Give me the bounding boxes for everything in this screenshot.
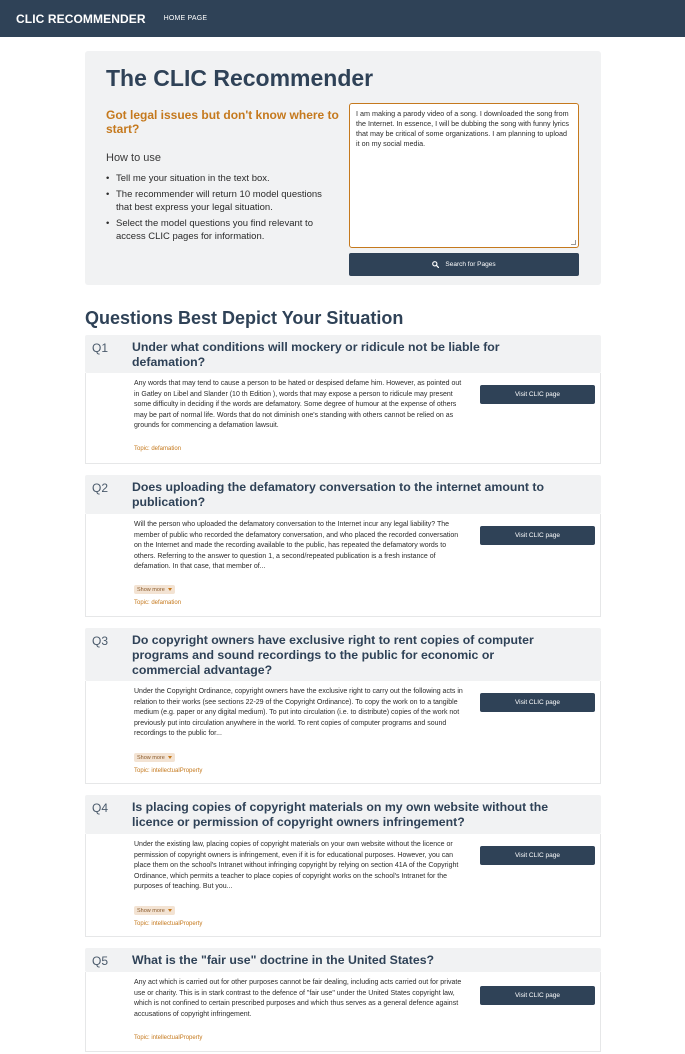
visit-clic-page-button[interactable]: Visit CLIC page: [480, 693, 595, 712]
question-number: Q4: [92, 801, 109, 815]
answer-card: [85, 834, 601, 937]
search-pages-label: Search for Pages: [445, 261, 496, 268]
search-icon: [432, 261, 439, 268]
resize-handle[interactable]: [571, 240, 576, 245]
situation-textarea[interactable]: [349, 103, 579, 248]
how-to-use-heading: How to use: [106, 152, 162, 164]
question-number: Q3: [92, 634, 109, 648]
question-number: Q1: [92, 341, 109, 355]
answer-card: [85, 514, 601, 617]
caret-down-icon: [168, 756, 172, 759]
show-more-toggle[interactable]: [134, 906, 175, 915]
how-to-use-step: • Select the model questions you find relevant to access CLIC pages for information.: [106, 217, 331, 243]
question-number: Q2: [92, 481, 109, 495]
visit-clic-page-button[interactable]: Visit CLIC page: [480, 526, 595, 545]
topic-label: Topic: intellectualProperty: [134, 1035, 203, 1041]
topic-label: Topic: intellectualProperty: [134, 921, 203, 927]
topic-label: Topic: intellectualProperty: [134, 768, 203, 774]
show-more-label: Show more: [137, 907, 165, 914]
question-title: Under what conditions will mockery or ridicule not be liable for defamation?: [132, 340, 500, 369]
results-heading: Questions Best Depict Your Situation: [85, 308, 404, 328]
answer-text: Will the person who uploaded the defamatory conversation to the Internet incur any legal liability? The member of public who recorded the defamatory conversation, and who placed the recorded conversation on the Internet and made the recording available to the public, has repeated the defamatory words to others. Referring to the answer to question 1, a second/repeated publication is a fresh instance of defamation. In that case, that member of...: [134, 521, 459, 570]
question-header[interactable]: [85, 628, 601, 681]
topic-label: Topic: defamation: [134, 600, 182, 606]
question-header[interactable]: [85, 475, 601, 514]
top-navbar: [0, 0, 685, 37]
show-more-label: Show more: [137, 754, 165, 761]
question-title: Is placing copies of copyright materials on my own website without the licence or permission of copyright owners infringement?: [132, 800, 549, 829]
show-more-toggle[interactable]: [134, 585, 175, 594]
topic-label: Topic: defamation: [134, 446, 182, 452]
situation-text: I am making a parody video of a song. I downloaded the song from the Internet. In essence, I will be dubbing the song with funny lyrics that may be critical of some organizations. I am planning to upload it on my social media.: [356, 109, 569, 148]
hero-subtitle: Got legal issues but don't know where to start?: [106, 108, 339, 136]
recommender-panel: [85, 51, 601, 285]
brand-logo[interactable]: CLIC RECOMMENDER: [16, 11, 146, 26]
answer-text: Any act which is carried out for other purposes cannot be fair dealing, including acts carried out for private use or charity. This is in stark contrast to the defence of "fair use" under the United States copyright law, which is not confined to certain prescribed purposes and which thus serves as a general defence against accusations of copyright infringement.: [134, 979, 462, 1018]
caret-down-icon: [168, 588, 172, 591]
how-to-use-step: • The recommender will return 10 model questions that best express your legal situation.: [106, 188, 331, 214]
answer-card: [85, 972, 601, 1052]
answer-card: [85, 681, 601, 784]
how-to-use-step: • Tell me your situation in the text box.: [106, 172, 331, 185]
show-more-toggle[interactable]: [134, 753, 175, 762]
visit-clic-page-button[interactable]: Visit CLIC page: [480, 846, 595, 865]
nav-home-link[interactable]: HOME PAGE: [163, 15, 208, 22]
question-title: Does uploading the defamatory conversation to the internet amount to publication?: [132, 480, 544, 509]
visit-clic-page-button[interactable]: Visit CLIC page: [480, 385, 595, 404]
question-header[interactable]: [85, 335, 601, 373]
question-header[interactable]: [85, 948, 601, 972]
caret-down-icon: [168, 909, 172, 912]
answer-text: Under the Copyright Ordinance, copyright owners have the exclusive right to carry out the following acts in relation to their works (see sections 22-29 of the Copyright Ordinance). To copy the work on to a tangible medium (e.g. paper or any digital medium). To put into circulation (i.e. to distribute) copies of the work not previously put into circulation anywhere in the world. To rent copies of computer programs and sound recordings to the public for...: [134, 688, 463, 737]
visit-clic-page-button[interactable]: Visit CLIC page: [480, 986, 595, 1005]
search-pages-button[interactable]: [349, 253, 579, 276]
how-to-use-list: [106, 172, 331, 246]
show-more-label: Show more: [137, 586, 165, 593]
answer-card: [85, 373, 601, 464]
question-header[interactable]: [85, 795, 601, 834]
answer-text: Under the existing law, placing copies of copyright materials on your own website without the licence or permission of copyright owners is infringement, even if it is for educational purposes. However, you can place them on the school's Intranet without infringing copyright by relying on section 41A of the Copyright Ordinance, which permits a teacher to place copies of copyright works on the school's Intranet for the purposes of teaching. But you...: [134, 841, 459, 890]
answer-text: Any words that may tend to cause a person to be hated or despised defame him. However, as pointed out in Gatley on Libel and Slander (10 th Edition ), words that may expose a person to ridicule may present some difficulty in deciding if the words are defamatory. Some degree of humour at the expense of others may be part of normal life. Words that do not diminish one's standing with others cannot be relied on as grounds for commencing a defamation lawsuit.: [134, 380, 462, 429]
question-title: What is the "fair use" doctrine in the United States?: [132, 953, 435, 967]
question-title: Do copyright owners have exclusive right to rent copies of computer programs and sound recordings to the public for economic or commercial advantage?: [132, 633, 534, 677]
page-title: The CLIC Recommender: [106, 65, 374, 91]
question-number: Q5: [92, 954, 109, 968]
